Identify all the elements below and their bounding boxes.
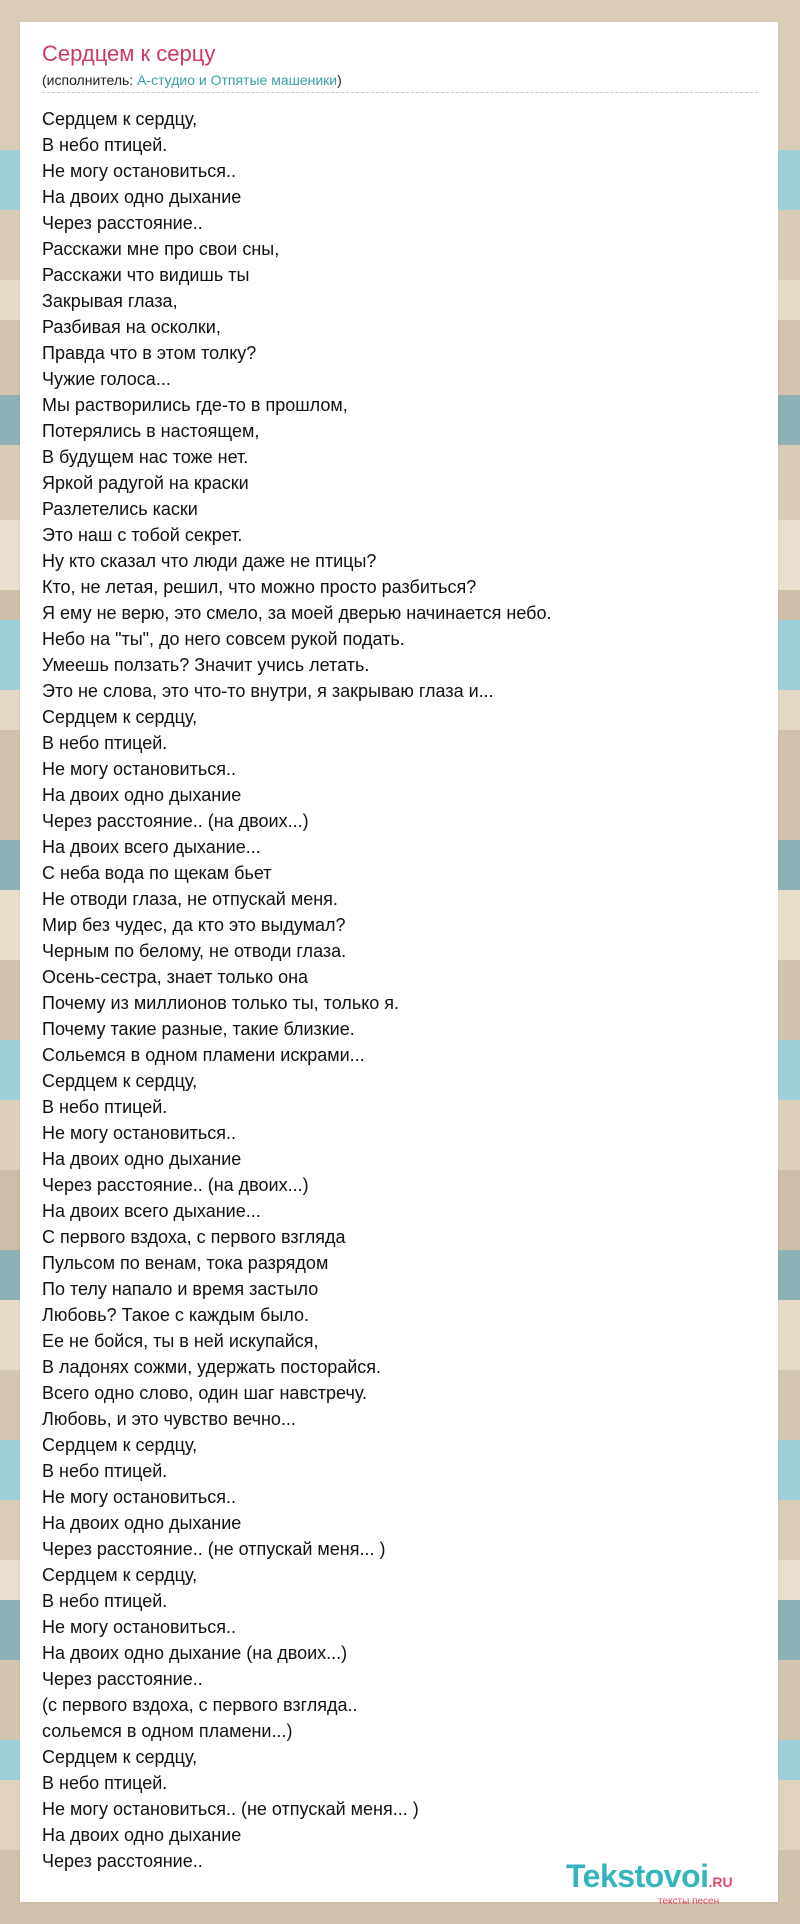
lyric-line: Через расстояние.. bbox=[42, 1851, 203, 1871]
lyric-line: В будущем нас тоже нет. bbox=[42, 447, 249, 467]
lyric-line: Любовь, и это чувство вечно... bbox=[42, 1409, 296, 1429]
lyric-line: сольемся в одном пламени...) bbox=[42, 1721, 293, 1741]
lyric-line: Через расстояние.. bbox=[42, 213, 203, 233]
lyric-line: Чужие голоса... bbox=[42, 369, 171, 389]
lyric-line: В небо птицей. bbox=[42, 1773, 168, 1793]
lyric-line: Пульсом по венам, тока разрядом bbox=[42, 1253, 329, 1273]
lyric-line: Не могу остановиться.. bbox=[42, 1123, 236, 1143]
lyric-line: Не отводи глаза, не отпускай меня. bbox=[42, 889, 338, 909]
lyric-line: Не могу остановиться.. bbox=[42, 759, 236, 779]
lyric-line: Не могу остановиться.. bbox=[42, 161, 236, 181]
logo-brand: Tekstovoi bbox=[566, 1858, 709, 1894]
lyric-line: Осень-сестра, знает только она bbox=[42, 967, 309, 987]
lyric-line: Ну кто сказал что люди даже не птицы? bbox=[42, 551, 377, 571]
lyric-line: В небо птицей. bbox=[42, 1591, 168, 1611]
artist-byline bbox=[42, 72, 342, 88]
lyric-line: Расскажи мне про свои сны, bbox=[42, 239, 280, 259]
lyric-line: Правда что в этом толку? bbox=[42, 343, 257, 363]
lyric-line: В небо птицей. bbox=[42, 1097, 168, 1117]
lyric-line: На двоих всего дыхание... bbox=[42, 837, 261, 857]
lyric-line: Потерялись в настоящем, bbox=[42, 421, 260, 441]
logo-tld: .RU bbox=[708, 1874, 733, 1890]
lyric-line: Закрывая глаза, bbox=[42, 291, 178, 311]
artist-suffix: ) bbox=[337, 72, 342, 88]
lyric-line: Через расстояние.. (на двоих...) bbox=[42, 811, 309, 831]
lyric-line: Всего одно слово, один шаг навстречу. bbox=[42, 1383, 368, 1403]
site-logo[interactable] bbox=[566, 1858, 733, 1907]
lyric-line: Через расстояние.. (на двоих...) bbox=[42, 1175, 309, 1195]
lyric-line: Сердцем к сердцу, bbox=[42, 1747, 198, 1767]
lyric-line: Я ему не верю, это смело, за моей дверью начинается небо. bbox=[42, 603, 552, 623]
lyric-line: На двоих одно дыхание bbox=[42, 1513, 242, 1533]
lyric-line: Почему такие разные, такие близкие. bbox=[42, 1019, 355, 1039]
lyric-line: Разбивая на осколки, bbox=[42, 317, 221, 337]
artist-link[interactable]: А-студио и Отпятые машеники bbox=[137, 72, 338, 88]
lyric-line: Сердцем к сердцу, bbox=[42, 1565, 198, 1585]
lyric-line: Не могу остановиться.. bbox=[42, 1617, 236, 1637]
lyric-line: Ее не бойся, ты в ней искупайся, bbox=[42, 1331, 319, 1351]
lyric-line: На двоих одно дыхание bbox=[42, 1149, 242, 1169]
lyric-line: На двоих всего дыхание... bbox=[42, 1201, 261, 1221]
lyric-line: В ладонях сожми, удержать посторайся. bbox=[42, 1357, 382, 1377]
lyric-line: По телу напало и время застыло bbox=[42, 1279, 319, 1299]
lyric-line: Яркой радугой на краски bbox=[42, 473, 249, 493]
lyric-line: Мы растворились где-то в прошлом, bbox=[42, 395, 348, 415]
lyric-line: Это не слова, это что-то внутри, я закрываю глаза и... bbox=[42, 681, 494, 701]
lyric-line: На двоих одно дыхание bbox=[42, 785, 242, 805]
lyric-line: Сердцем к сердцу, bbox=[42, 707, 198, 727]
lyric-line: Умеешь ползать? Значит учись летать. bbox=[42, 655, 370, 675]
lyric-line: Почему из миллионов только ты, только я. bbox=[42, 993, 400, 1013]
lyric-line: Сердцем к сердцу, bbox=[42, 1435, 198, 1455]
lyric-line: (с первого вздоха, с первого взгляда.. bbox=[42, 1695, 358, 1715]
lyric-line: Кто, не летая, решил, что можно просто разбиться? bbox=[42, 577, 477, 597]
lyric-line: Через расстояние.. bbox=[42, 1669, 203, 1689]
lyric-line: Расскажи что видишь ты bbox=[42, 265, 250, 285]
lyric-line: На двоих одно дыхание (на двоих...) bbox=[42, 1643, 348, 1663]
lyric-line: Сердцем к сердцу, bbox=[42, 109, 198, 129]
lyrics-text bbox=[42, 106, 758, 1874]
artist-prefix: (исполнитель: bbox=[42, 72, 138, 88]
lyric-line: Это наш с тобой секрет. bbox=[42, 525, 243, 545]
lyric-line: Любовь? Такое с каждым было. bbox=[42, 1305, 309, 1325]
lyric-line: С неба вода по щекам бьет bbox=[42, 863, 272, 883]
lyric-line: В небо птицей. bbox=[42, 135, 168, 155]
lyrics-card bbox=[20, 22, 778, 1907]
lyric-line: Не могу остановиться.. (не отпускай меня... ) bbox=[42, 1799, 419, 1819]
lyric-line: Сольемся в одном пламени искрами... bbox=[42, 1045, 365, 1065]
lyric-line: На двоих одно дыхание bbox=[42, 187, 242, 207]
logo-tagline: тексты песен bbox=[658, 1896, 720, 1907]
lyric-line: В небо птицей. bbox=[42, 1461, 168, 1481]
lyric-line: На двоих одно дыхание bbox=[42, 1825, 242, 1845]
lyric-line: Небо на "ты", до него совсем рукой подать. bbox=[42, 629, 405, 649]
lyric-line: Сердцем к сердцу, bbox=[42, 1071, 198, 1091]
lyric-line: Не могу остановиться.. bbox=[42, 1487, 236, 1507]
lyric-line: Черным по белому, не отводи глаза. bbox=[42, 941, 347, 961]
lyric-line: Мир без чудес, да кто это выдумал? bbox=[42, 915, 346, 935]
song-title: Сердцем к серцу bbox=[42, 41, 216, 66]
title-divider bbox=[42, 92, 758, 93]
lyric-line: С первого вздоха, с первого взгляда bbox=[42, 1227, 346, 1247]
lyric-line: В небо птицей. bbox=[42, 733, 168, 753]
lyric-line: Разлетелись каски bbox=[42, 499, 198, 519]
lyric-line: Через расстояние.. (не отпускай меня... ) bbox=[42, 1539, 386, 1559]
